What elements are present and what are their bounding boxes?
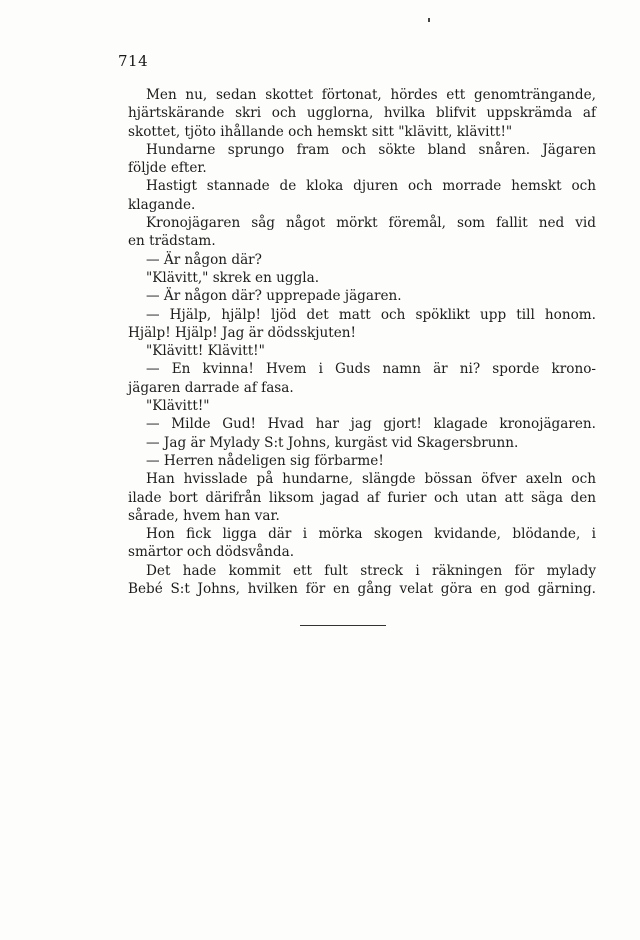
text-line: ilade bort därifrån liksom jagad af furier och utan att säga den xyxy=(128,489,596,506)
text-line: "Klävitt! Klävitt!" xyxy=(146,343,265,360)
text-line: skottet, tjöto ihållande och hemskt sitt "klävitt, klävitt!" xyxy=(128,123,513,140)
text-line: Hastigt stannade de kloka djuren och morrade hemskt och xyxy=(146,178,596,195)
text-line: jägaren darrade af fasa. xyxy=(128,379,294,396)
text-line: sårade, hvem han var. xyxy=(128,507,280,524)
text-line: Men nu, sedan skottet förtonat, hördes ett genomträngande, xyxy=(146,87,596,103)
section-divider xyxy=(300,625,386,626)
text-line: Kronojägaren såg något mörkt föremål, som fallit ned vid xyxy=(146,215,596,232)
text-line: — Milde Gud! Hvad har jag gjort! klagade kronojägaren. xyxy=(146,416,596,433)
text-line: Det hade kommit ett fult streck i räkningen för mylady xyxy=(146,562,596,579)
text-line: klagande. xyxy=(128,196,196,213)
text-line: — Jag är Mylady S:t Johns, kurgäst vid Skagersbrunn. xyxy=(146,434,519,451)
text-line: "Klävitt," skrek en uggla. xyxy=(146,269,320,286)
page-number: 714 xyxy=(118,52,149,70)
text-line: — Är någon där? upprepade jägaren. xyxy=(146,288,402,305)
text-line: följde efter. xyxy=(128,160,207,177)
text-line: hjärtskärande skri och ugglorna, hvilka blifvit uppskrämda af xyxy=(128,105,596,122)
text-line: — Hjälp, hjälp! ljöd det matt och spöklikt upp till honom. xyxy=(146,306,596,323)
text-line: smärtor och dödsvånda. xyxy=(128,544,295,561)
text-line: Hundarne sprungo fram och sökte bland snåren. Jägaren xyxy=(146,141,596,158)
body-text xyxy=(128,86,596,598)
text-line: "Klävitt!" xyxy=(146,398,210,415)
print-speck xyxy=(428,18,430,22)
text-line: — En kvinna! Hvem i Guds namn är ni? sporde krono- xyxy=(146,361,596,378)
text-line: — Är någon där? xyxy=(146,251,262,268)
text-line: Hon fick ligga där i mörka skogen kvidande, blödande, i xyxy=(146,526,596,543)
text-line: Hjälp! Hjälp! Jag är dödsskjuten! xyxy=(128,324,356,341)
text-line: — Herren nådeligen sig förbarme! xyxy=(146,452,384,469)
text-line: Bebé S:t Johns, hvilken för en gång velat göra en god gärning. xyxy=(128,581,596,598)
text-line: Han hvisslade på hundarne, slängde bössan öfver axeln och xyxy=(146,471,596,488)
text-line: en trädstam. xyxy=(128,233,216,250)
